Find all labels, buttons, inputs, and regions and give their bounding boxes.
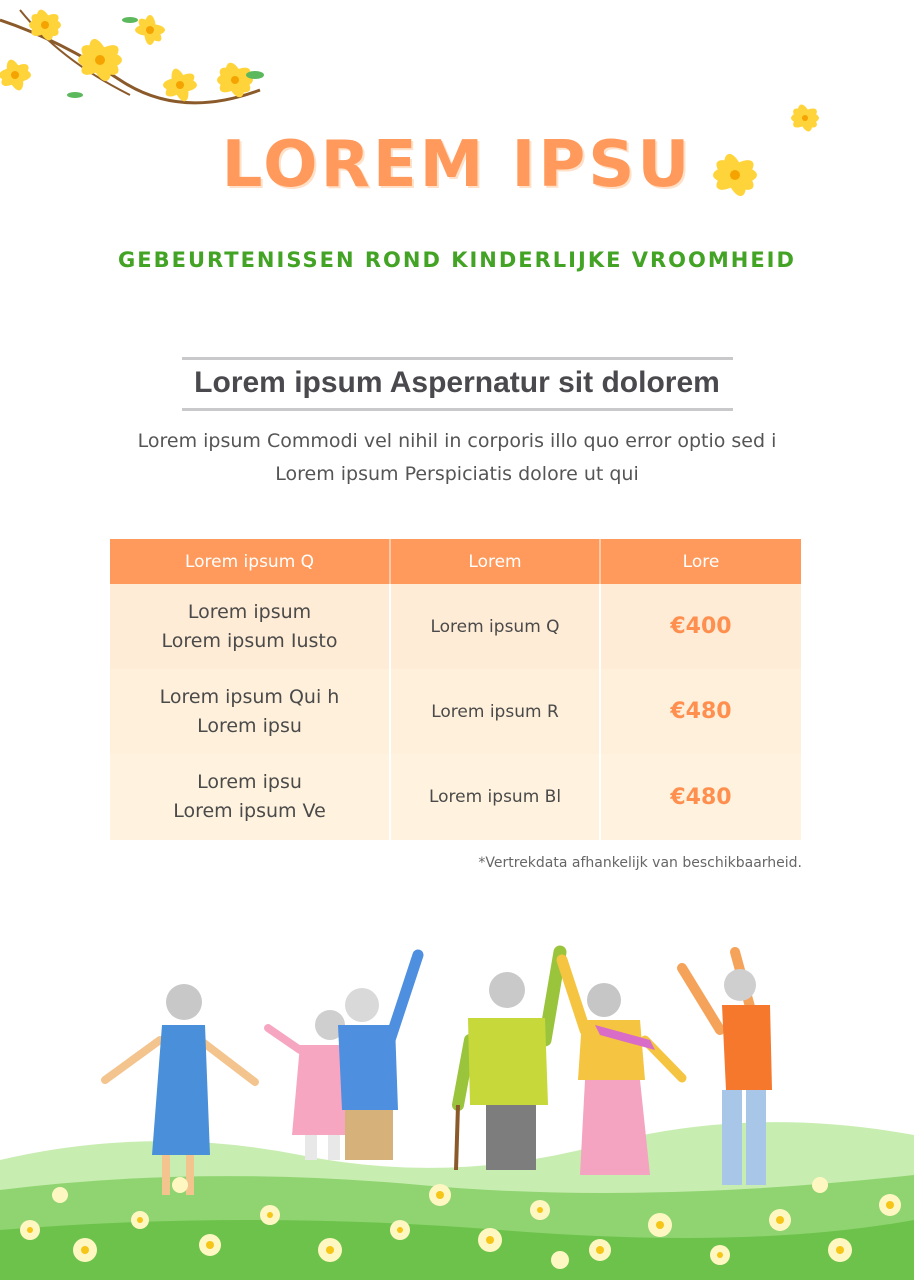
table-cell: Lorem ipsum R <box>390 669 600 754</box>
section-heading: Lorem ipsum Aspernatur sit dolorem <box>194 366 720 399</box>
cell-line: Lorem ipsum Iusto <box>161 629 338 652</box>
description-line-2: Lorem ipsum Perspiciatis dolore ut qui <box>275 463 639 485</box>
table-row <box>110 754 801 840</box>
page-title: LOREM IPSU <box>221 128 693 202</box>
description-line-1: Lorem ipsum Commodi vel nihil in corporis illo quo error optio sed i <box>137 430 777 452</box>
table-header-row <box>110 539 801 584</box>
meadow-people-illustration <box>0 930 914 1280</box>
person-figure <box>456 952 560 1170</box>
price-cell: €480 <box>600 754 801 840</box>
price-table <box>110 539 801 840</box>
cell-line: Lorem ipsu <box>197 771 302 793</box>
footnote: *Vertrekdata afhankelijk van beschikbaarheid. <box>478 855 802 871</box>
table-cell <box>110 584 390 669</box>
table-cell: Lorem ipsum Bl <box>390 754 600 840</box>
cell-line: Lorem ipsu <box>197 714 302 737</box>
price-cell: €400 <box>600 584 801 669</box>
heading-top-rule <box>182 357 733 360</box>
heading-bottom-rule <box>182 408 733 411</box>
table-cell <box>110 669 390 754</box>
cell-line: Lorem ipsum <box>187 600 312 623</box>
table-row <box>110 669 801 754</box>
column-header: Lorem ipsum Q <box>110 539 390 584</box>
cell-line: Lorem ipsum Qui h <box>159 685 340 708</box>
person-figure <box>338 955 418 1160</box>
page-subtitle: GEBEURTENISSEN ROND KINDERLIJKE VROOMHEID <box>118 248 796 272</box>
table-cell <box>110 754 390 840</box>
column-header: Lore <box>600 539 801 584</box>
person-figure <box>268 1010 348 1160</box>
cell-line: Lorem ipsum Ve <box>173 800 326 822</box>
table-row <box>110 584 801 669</box>
price-cell: €480 <box>600 669 801 754</box>
flower-branch-illustration <box>0 0 280 130</box>
column-header: Lorem <box>390 539 600 584</box>
table-cell: Lorem ipsum Q <box>390 584 600 669</box>
